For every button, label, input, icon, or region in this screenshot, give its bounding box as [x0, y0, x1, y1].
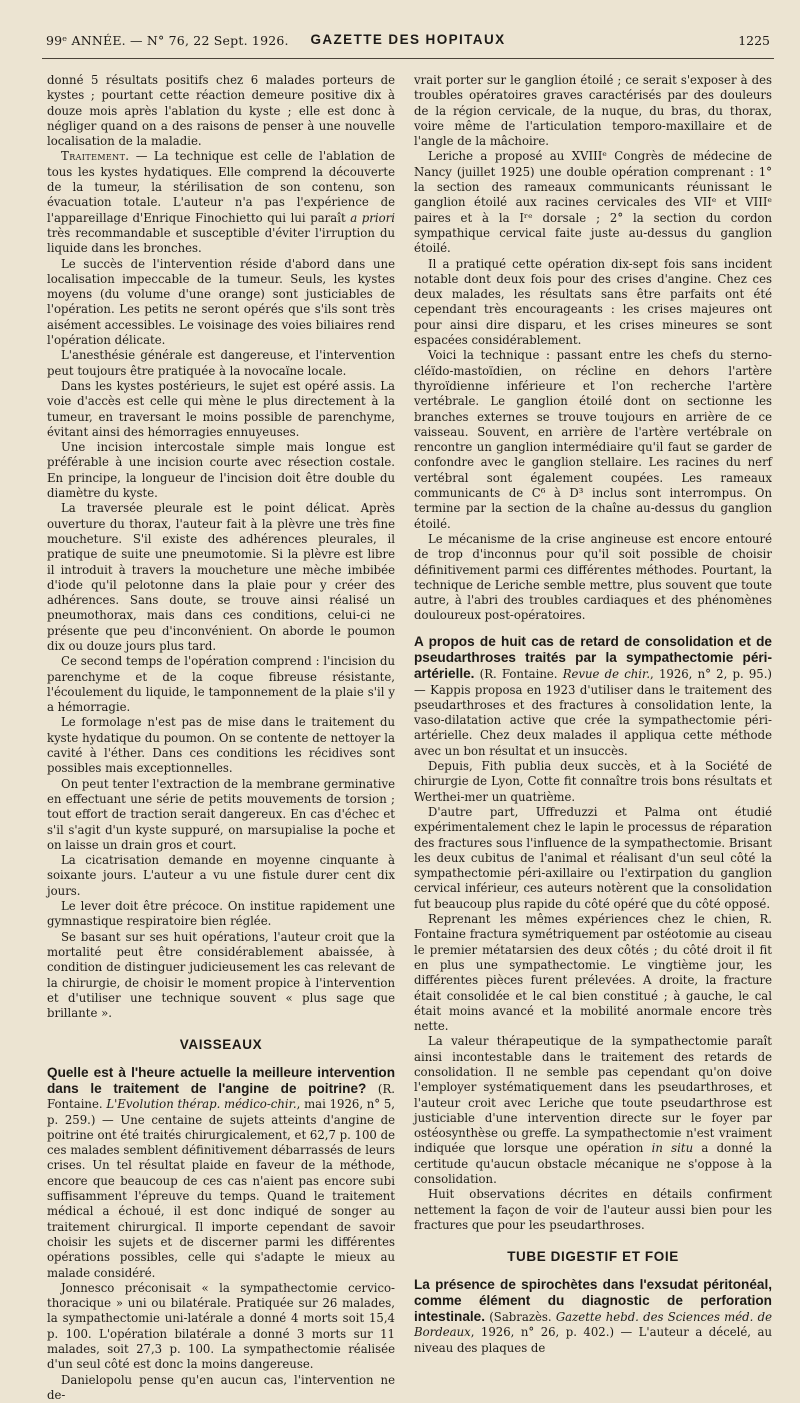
italic-run: a priori	[350, 210, 395, 225]
paragraph: Il a pratiqué cette opération dix-sept fois sans incident notable dont deux fois pour des crises d'angine. Chez ces deux malades, les résultats sans être parfaits ont été cependant très encourageants : les crises majeures ont pour ainsi dire disparu, et les crises mineures se sont espacées considérablement.	[414, 256, 772, 348]
text-run: La valeur thérapeutique de la sympathectomie paraît ainsi incontestable dans le traitement des retards de consolidation. Il ne semble pas cependant qu'on doive l'employer systématiquement dans les pseudarthroses, et l'auteur croit avec Leriche que toute pseudarthrose est justiciable d'une intervention directe sur le foyer par ostéosynthèse ou greffe. La sympathectomie n'est vraiment indiquée que lorsque une opération	[414, 1034, 772, 1156]
paragraph: Danielopolu pense qu'en aucun cas, l'intervention ne de-	[47, 1372, 395, 1402]
text-run: — La technique est celle de l'ablation de tous les kystes hydatiques. Elle comprend la découverte de la tumeur, la stérilisation de son contenu, son évacuation totale. L'auteur n'a pas l'expérience de l'appareillage d'Enrique Finochietto qui lui paraît	[47, 149, 395, 225]
article-author: (R. Fontaine.	[47, 1082, 395, 1112]
journal-title: GAZETTE DES HOPITAUX	[310, 32, 506, 47]
paragraph: Le formolage n'est pas de mise dans le traitement du kyste hydatique du poumon. On se contente de nettoyer la cavité à l'éther. Dans ces conditions les récidives sont possibles mais exceptionnelles.	[47, 715, 395, 776]
article-author: (Sabrazès.	[485, 1310, 556, 1325]
paragraph: On peut tenter l'extraction de la membrane germinative en effectuant une série de petits mouvements de torsion ; tout effort de traction serait dangereux. En cas d'échec et s'il s'agit d'un kyste suppuré, on marsupialise la poche et on laisse un drain gros et court.	[47, 776, 395, 852]
article-abstract	[414, 1277, 772, 1356]
article-title: Quelle est à l'heure actuelle la meilleure intervention dans le traitement de l'angine de poitrine?	[47, 1064, 395, 1096]
paragraph	[414, 1034, 772, 1187]
text-run: très recommandable et susceptible d'éviter l'irruption du liquide dans les bronches.	[47, 225, 395, 256]
paragraph: Ce second temps de l'opération comprend : l'incision du parenchyme et de la coque fibreuse résistante, l'écoulement du liquide, le tamponnement de la plaie s'il y a hémorragie.	[47, 654, 395, 715]
paragraph: La traversée pleurale est le point délicat. Après ouverture du thorax, l'auteur fait à la plèvre une très fine moucheture. S'il existe des adhérences pleurales, il pratique de suite une pneumotomie. Si la plèvre est libre il introduit à travers la moucheture une mèche imbibée d'iode qu'il pelotonne dans la plaie pour y créer des adhérences. Sans doute, se trouve ainsi réalisé un pneumothorax, mais dans ces conditions, celui-ci ne présente que peu d'inconvénient. On aborde le poumon dix ou douze jours plus tard.	[47, 501, 395, 653]
paragraph: Huit observations décrites en détails confirment nettement la façon de voir de l'auteur aussi bien pour les fractures que pour les pseudarthroses.	[414, 1187, 772, 1232]
spacer	[414, 624, 772, 634]
header-rule	[42, 58, 774, 59]
article-abstract	[414, 634, 772, 759]
paragraph: Le succès de l'intervention réside d'abord dans une localisation impeccable de la tumeur. Seuls, les kystes moyens (du volume d'une orange) sont justiciables de l'opération. Les petits ne seront opérés que s'ils sont très aisément accessibles. Le voisinage des voies biliaires rend l'opération délicate.	[47, 256, 395, 348]
paragraph: D'autre part, Uffreduzzi et Palma ont étudié expérimentalement chez le lapin le processus de réparation des fractures sous l'influence de la sympathectomie. Brisant les deux cubitus de l'animal et réalisant d'un seul côté la sympathectomie péri-axillaire ou l'extirpation du ganglion cervical inférieur, ces auteurs notèrent que la consolidation fut beaucoup plus rapide du côté opéré que du côté opposé.	[414, 804, 772, 911]
paragraph: L'anesthésie générale est dangereuse, et l'intervention peut toujours être pratiquée à la novocaïne locale.	[47, 348, 395, 378]
paragraph: donné 5 résultats positifs chez 6 malades porteurs de kystes ; pourtant cette réaction demeure positive dix à douze mois après l'ablation du kyste ; elle est donc à négliger quand on a des raisons de penser à une nouvelle localisation de la maladie.	[47, 73, 395, 149]
article-title: A propos de huit cas de retard de consolidation et de pseudarthroses traités par la sympathectomie péri-artérielle.	[414, 633, 772, 682]
right-column	[414, 73, 772, 1356]
paragraph: Depuis, Fith publia deux succès, et à la Société de chirurgie de Lyon, Cotte fit connaître trois bons résultats et Werthei-mer un quatrième.	[414, 759, 772, 804]
paragraph: La cicatrisation demande en moyenne cinquante à soixante jours. L'auteur a vu une fistule durer cent dix jours.	[47, 853, 395, 898]
article-text: , 1926, n° 26, p. 402.) — L'auteur a décelé, au niveau des plaques de	[414, 1325, 772, 1355]
paragraph: Se basant sur ses huit opérations, l'auteur croit que la mortalité peut être considérablement abaissée, à condition de distinguer judicieusement les cas relevant de la chirurgie, de choisir le moment propice à l'intervention et d'utiliser une technique souvent « plus sage que brillante ».	[47, 929, 395, 1021]
paragraph: vrait porter sur le ganglion étoilé ; ce serait s'exposer à des troubles opératoires graves caractérisés par des douleurs de la région cervicale, de la nuque, du bras, du thorax, voire même de l'articulation temporo-maxillaire et de l'angle de la mâchoire.	[414, 73, 772, 149]
issue-info: 99ᵉ ANNÉE. — N° 76, 22 Sept. 1926.	[46, 33, 289, 48]
paragraph: Jonnesco préconisait « la sympathectomie cervico-thoracique » uni ou bilatérale. Pratiquée sur 26 malades, la sympathectomie uni-latérale a donné 4 morts soit 15,4 p. 100. L'opération bilatérale a donné 3 morts sur 11 malades, soit 27,3 p. 100. La sympathectomie réalisée d'un seul côté est donc la moins dangereuse.	[47, 1280, 395, 1372]
paragraph: Dans les kystes postérieurs, le sujet est opéré assis. La voie d'accès est celle qui mène le plus directement à la tumeur, en traversant le moins possible de parenchyme, évitant ainsi des hémorragies ennuyeuses.	[47, 378, 395, 439]
paragraph: Le lever doit être précoce. On institue rapidement une gymnastique respiratoire bien réglée.	[47, 899, 395, 929]
section-heading: TUBE DIGESTIF ET FOIE	[507, 1249, 679, 1265]
text-run: a donné la certitude qu'aucun obstacle mécanique ne s'oppose à la consolidation.	[414, 1141, 773, 1187]
article-title: La présence de spirochètes dans l'exsudat péritonéal, comme élément du diagnostic de perforation intestinale.	[414, 1276, 772, 1325]
article-text: , 1926, n° 2, p. 95.) — Kappis proposa en 1923 d'utiliser dans le traitement des pseudarthroses et des fractures à consolidation lente, la vaso-dilatation active que crée la sympathectomie péri-artérielle. Chez deux malades il appliqua cette méthode avec un bon résultat et un insuccès.	[414, 667, 772, 758]
italic-run: in situ	[651, 1141, 694, 1156]
running-header	[46, 30, 770, 54]
run-in-heading: Traitement.	[61, 149, 130, 164]
page-number: 1225	[738, 33, 770, 48]
article-text: , mai 1926, n° 5, p. 259.) — Une centaine de sujets atteints d'angine de poitrine ont été traités chirurgicalement, et 62,7 p. 100 de ces malades semblent définitivement débarrassés de leurs crises. Un tel résultat plaide en faveur de la méthode, encore que beaucoup de ces cas n'aient pas encore subi suffisamment l'épreuve du temps. Quand le traitement médical a échoué, il est donc indiqué de songer au traitement chirurgical. Il importe cependant de savoir choisir les sujets et de discerner parmi les différentes opérations possibles, celle qui s'adapte le mieux au malade considéré.	[47, 1097, 395, 1280]
paragraph	[47, 149, 395, 256]
paragraph: Le mécanisme de la crise angineuse est encore entouré de trop d'inconnus pour qu'il soit possible de choisir définitivement parmi ces différentes méthodes. Pourtant, la technique de Leriche semble mettre, plus souvent que toute autre, à l'abri des troubles cardiaques et des phénomènes douloureux post-opératoires.	[414, 531, 772, 623]
paragraph: Voici la technique : passant entre les chefs du sterno-cléïdo-mastoïdien, on récline en dehors l'artère thyroïdienne inférieure et l'on recherche l'artère vertébrale. Le ganglion étoilé dont on sectionne les branches externes se trouve toujours en arrière de ce vaisseau. Souvent, en arrière de l'artère vertébrale on rencontre un ganglion intermédiaire qu'il faut se garder de confondre avec le ganglion stellaire. Les racines du nerf vertébral sont également coupées. Les rameaux communicants de C⁶ à D³ inclus sont interrompus. On termine par la section de la chaîne au-dessus du ganglion étoilé.	[414, 348, 772, 531]
section-heading: VAISSEAUX	[179, 1037, 263, 1053]
paragraph: Une incision intercostale simple mais longue est préférable à une incision courte avec résection costale. En principe, la longueur de l'incision doit être double du diamètre du kyste.	[47, 440, 395, 501]
article-author: (R. Fontaine.	[474, 667, 563, 682]
journal-name: Revue de chir.	[562, 667, 651, 682]
journal-name: Gazette hebd. des Sciences méd. de Bordeaux	[414, 1310, 772, 1340]
journal-name: L'Evolution thérap. médico-chir.	[106, 1097, 297, 1112]
paragraph: Reprenant les mêmes expériences chez le chien, R. Fontaine fractura symétriquement par ostéotomie au ciseau le premier métatarsien des deux côtés ; du côté droit il fit en plus une sympathectomie. Le vingtième jour, les différentes pièces furent prélevées. A droite, la fracture était consolidée et le cal bien constitué ; à gauche, le cal était moins avancé et la mobilité anormale encore très nette.	[414, 912, 772, 1034]
paragraph: Leriche a proposé au XVIIIᵉ Congrès de médecine de Nancy (juillet 1925) une double opération comprenant : 1° la section des rameaux communicants réunissant le ganglion étoilé aux racines cervicales des VIIᵉ et VIIIᵉ paires et à la Iʳᵉ dorsale ; 2° la section du cordon sympathique cervical faite juste au-dessus du ganglion étoilé.	[414, 149, 772, 256]
left-column	[47, 73, 395, 1403]
article-abstract	[47, 1065, 395, 1281]
